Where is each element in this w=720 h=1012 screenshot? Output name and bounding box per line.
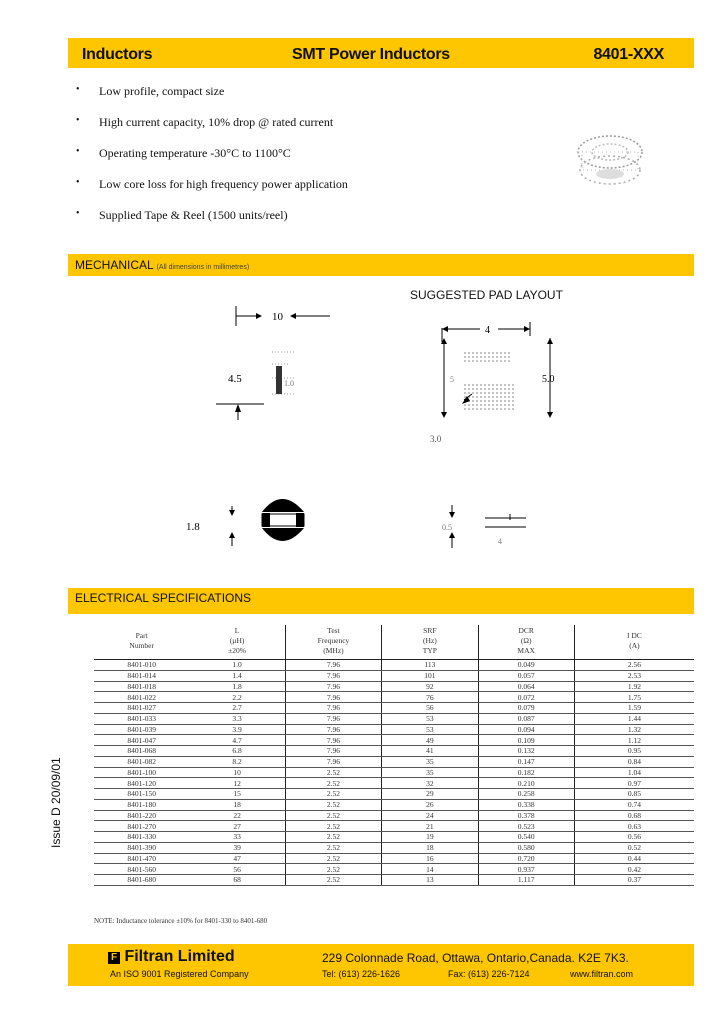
table-cell: 29 bbox=[382, 789, 478, 800]
table-cell: 8401-120 bbox=[94, 778, 189, 789]
table-row bbox=[94, 767, 694, 778]
feature-item: • Supplied Tape & Reel (1500 units/reel) bbox=[76, 208, 288, 222]
filtran-logo-icon: F bbox=[108, 952, 120, 964]
table-cell: 7.96 bbox=[285, 660, 381, 671]
table-cell: 0.42 bbox=[574, 864, 694, 875]
table-cell: 8401-022 bbox=[94, 692, 189, 703]
table-cell: 33 bbox=[189, 832, 285, 843]
table-cell: 8401-270 bbox=[94, 821, 189, 832]
dim-width-top: 10 bbox=[272, 311, 283, 323]
table-row bbox=[94, 703, 694, 714]
footer-band bbox=[68, 944, 694, 986]
company-name: F Filtran Limited bbox=[108, 948, 235, 966]
col-header-inductance: L (µH) ±20% bbox=[189, 625, 285, 660]
table-cell: 2.52 bbox=[285, 853, 381, 864]
table-cell: 1.117 bbox=[478, 875, 574, 886]
table-header-row bbox=[94, 625, 694, 660]
feature-item: • Low profile, compact size bbox=[76, 84, 225, 98]
table-cell: 0.087 bbox=[478, 713, 574, 724]
table-row bbox=[94, 853, 694, 864]
table-cell: 53 bbox=[382, 724, 478, 735]
table-cell: 8401-027 bbox=[94, 703, 189, 714]
table-cell: 10 bbox=[189, 767, 285, 778]
table-cell: 7.96 bbox=[285, 746, 381, 757]
table-cell: 0.74 bbox=[574, 799, 694, 810]
dim-height-left: 4.5 bbox=[228, 373, 242, 385]
table-cell: 0.52 bbox=[574, 842, 694, 853]
table-cell: 18 bbox=[189, 799, 285, 810]
table-cell: 22 bbox=[189, 810, 285, 821]
table-cell: 1.59 bbox=[574, 703, 694, 714]
table-cell: 8401-390 bbox=[94, 842, 189, 853]
table-cell: 1.12 bbox=[574, 735, 694, 746]
table-cell: 113 bbox=[382, 660, 478, 671]
table-cell: 0.094 bbox=[478, 724, 574, 735]
table-cell: 8401-082 bbox=[94, 756, 189, 767]
table-row bbox=[94, 692, 694, 703]
col-header-idc: I DC (A) bbox=[574, 625, 694, 660]
table-cell: 8401-330 bbox=[94, 832, 189, 843]
table-cell: 3.3 bbox=[189, 713, 285, 724]
table-cell: 24 bbox=[382, 810, 478, 821]
dim-pad-side: 5 bbox=[450, 375, 454, 384]
table-cell: 0.057 bbox=[478, 670, 574, 681]
header-band bbox=[68, 38, 694, 68]
table-cell: 0.37 bbox=[574, 875, 694, 886]
table-row bbox=[94, 746, 694, 757]
table-row bbox=[94, 842, 694, 853]
table-cell: 2.52 bbox=[285, 789, 381, 800]
feature-item: • Operating temperature -30°C to 1100°C bbox=[76, 146, 291, 160]
table-cell: 0.523 bbox=[478, 821, 574, 832]
table-cell: 7.96 bbox=[285, 692, 381, 703]
company-fax: Fax: (613) 226-7124 bbox=[448, 969, 530, 979]
table-cell: 0.079 bbox=[478, 703, 574, 714]
table-cell: 1.44 bbox=[574, 713, 694, 724]
table-cell: 8401-018 bbox=[94, 681, 189, 692]
table-cell: 0.68 bbox=[574, 810, 694, 821]
header-part-series: 8401-XXX bbox=[593, 46, 664, 63]
table-row bbox=[94, 821, 694, 832]
feature-item: • Low core loss for high frequency power application bbox=[76, 177, 348, 191]
table-row bbox=[94, 799, 694, 810]
table-cell: 1.92 bbox=[574, 681, 694, 692]
dim-pad-right: 5.0 bbox=[542, 374, 555, 385]
table-cell: 7.96 bbox=[285, 756, 381, 767]
issue-label: Issue D 20/09/01 bbox=[49, 757, 63, 848]
dim-pad-height: 1.0 bbox=[284, 379, 294, 388]
table-cell: 0.85 bbox=[574, 789, 694, 800]
table-cell: 8401-047 bbox=[94, 735, 189, 746]
col-header-part: Part Number bbox=[94, 625, 189, 660]
table-cell: 2.2 bbox=[189, 692, 285, 703]
header-category: Inductors bbox=[82, 46, 153, 63]
table-row bbox=[94, 778, 694, 789]
mechanical-title: MECHANICAL (All dimensions in millimetres) bbox=[75, 258, 250, 272]
table-cell: 1.4 bbox=[189, 670, 285, 681]
dim-side-left: 1.8 bbox=[186, 521, 200, 533]
table-cell: 56 bbox=[382, 703, 478, 714]
table-cell: 3.9 bbox=[189, 724, 285, 735]
table-cell: 0.182 bbox=[478, 767, 574, 778]
table-cell: 8401-014 bbox=[94, 670, 189, 681]
table-cell: 39 bbox=[189, 842, 285, 853]
table-cell: 0.56 bbox=[574, 832, 694, 843]
company-website-link[interactable]: www.filtran.com bbox=[570, 969, 634, 979]
table-cell: 0.580 bbox=[478, 842, 574, 853]
table-cell: 0.44 bbox=[574, 853, 694, 864]
table-cell: 53 bbox=[382, 713, 478, 724]
table-cell: 0.63 bbox=[574, 821, 694, 832]
table-cell: 0.132 bbox=[478, 746, 574, 757]
table-cell: 13 bbox=[382, 875, 478, 886]
table-cell: 27 bbox=[189, 821, 285, 832]
feature-item: • High current capacity, 10% drop @ rated current bbox=[76, 115, 334, 129]
col-header-test-frequency: Test Frequency (MHz) bbox=[285, 625, 381, 660]
table-cell: 2.52 bbox=[285, 864, 381, 875]
table-cell: 0.147 bbox=[478, 756, 574, 767]
table-cell: 2.52 bbox=[285, 799, 381, 810]
mechanical-drawings bbox=[180, 300, 600, 565]
table-cell: 8401-180 bbox=[94, 799, 189, 810]
table-cell: 2.52 bbox=[285, 832, 381, 843]
table-cell: 101 bbox=[382, 670, 478, 681]
table-cell: 0.97 bbox=[574, 778, 694, 789]
table-note: NOTE: Inductance tolerance ±10% for 8401-330 to 8401-680 bbox=[94, 917, 268, 925]
table-cell: 92 bbox=[382, 681, 478, 692]
table-cell: 0.84 bbox=[574, 756, 694, 767]
table-cell: 0.109 bbox=[478, 735, 574, 746]
table-cell: 7.96 bbox=[285, 670, 381, 681]
col-header-dcr: DCR (Ω) MAX bbox=[478, 625, 574, 660]
table-cell: 15 bbox=[189, 789, 285, 800]
table-cell: 26 bbox=[382, 799, 478, 810]
table-cell: 8401-033 bbox=[94, 713, 189, 724]
table-cell: 2.52 bbox=[285, 842, 381, 853]
table-cell: 12 bbox=[189, 778, 285, 789]
table-cell: 2.52 bbox=[285, 767, 381, 778]
dim-pad-bottom: 3.0 bbox=[430, 434, 442, 444]
table-cell: 8401-470 bbox=[94, 853, 189, 864]
table-cell: 2.7 bbox=[189, 703, 285, 714]
table-cell: 0.258 bbox=[478, 789, 574, 800]
table-cell: 2.53 bbox=[574, 670, 694, 681]
dim-side-pad: 0.5 bbox=[442, 523, 452, 532]
pad-layout-title: SUGGESTED PAD LAYOUT bbox=[410, 288, 563, 302]
table-cell: 18 bbox=[382, 842, 478, 853]
table-cell: 35 bbox=[382, 756, 478, 767]
table-cell: 8401-220 bbox=[94, 810, 189, 821]
table-cell: 76 bbox=[382, 692, 478, 703]
mechanical-note: (All dimensions in millimetres) bbox=[156, 264, 250, 271]
table-row bbox=[94, 810, 694, 821]
table-cell: 7.96 bbox=[285, 703, 381, 714]
table-cell: 49 bbox=[382, 735, 478, 746]
table-cell: 0.210 bbox=[478, 778, 574, 789]
feature-list bbox=[76, 84, 348, 239]
electrical-band bbox=[68, 588, 694, 614]
table-cell: 0.95 bbox=[574, 746, 694, 757]
electrical-spec-table bbox=[94, 625, 694, 886]
dim-pad-top: 4 bbox=[485, 325, 490, 336]
table-cell: 47 bbox=[189, 853, 285, 864]
table-cell: 1.04 bbox=[574, 767, 694, 778]
table-row bbox=[94, 864, 694, 875]
table-row bbox=[94, 670, 694, 681]
table-cell: 8401-039 bbox=[94, 724, 189, 735]
table-cell: 8401-068 bbox=[94, 746, 189, 757]
table-cell: 2.52 bbox=[285, 778, 381, 789]
table-cell: 2.52 bbox=[285, 821, 381, 832]
table-cell: 0.072 bbox=[478, 692, 574, 703]
table-cell: 6.8 bbox=[189, 746, 285, 757]
table-cell: 2.56 bbox=[574, 660, 694, 671]
table-row bbox=[94, 724, 694, 735]
table-cell: 7.96 bbox=[285, 713, 381, 724]
company-tel: Tel: (613) 226-1626 bbox=[322, 969, 401, 979]
table-cell: 7.96 bbox=[285, 735, 381, 746]
table-cell: 19 bbox=[382, 832, 478, 843]
table-row bbox=[94, 713, 694, 724]
table-cell: 41 bbox=[382, 746, 478, 757]
table-cell: 1.32 bbox=[574, 724, 694, 735]
table-cell: 4.7 bbox=[189, 735, 285, 746]
table-cell: 2.52 bbox=[285, 810, 381, 821]
table-row bbox=[94, 875, 694, 886]
mechanical-band bbox=[68, 254, 694, 276]
inductor-photo bbox=[570, 122, 650, 202]
table-row bbox=[94, 660, 694, 671]
table-cell: 8.2 bbox=[189, 756, 285, 767]
table-cell: 8401-010 bbox=[94, 660, 189, 671]
table-cell: 7.96 bbox=[285, 724, 381, 735]
table-row bbox=[94, 735, 694, 746]
table-cell: 0.720 bbox=[478, 853, 574, 864]
table-row bbox=[94, 681, 694, 692]
electrical-title: ELECTRICAL SPECIFICATIONS bbox=[75, 591, 252, 605]
table-cell: 2.52 bbox=[285, 875, 381, 886]
table-row bbox=[94, 789, 694, 800]
table-cell: 0.540 bbox=[478, 832, 574, 843]
table-cell: 0.064 bbox=[478, 681, 574, 692]
table-cell: 1.0 bbox=[189, 660, 285, 671]
table-cell: 8401-560 bbox=[94, 864, 189, 875]
header-title: SMT Power Inductors bbox=[292, 46, 450, 63]
table-cell: 1.8 bbox=[189, 681, 285, 692]
table-body bbox=[94, 660, 694, 886]
table-cell: 0.338 bbox=[478, 799, 574, 810]
company-tagline: An ISO 9001 Registered Company bbox=[110, 969, 249, 979]
col-header-srf: SRF (Hz) TYP bbox=[382, 625, 478, 660]
table-cell: 1.75 bbox=[574, 692, 694, 703]
table-cell: 8401-100 bbox=[94, 767, 189, 778]
table-row bbox=[94, 756, 694, 767]
table-cell: 56 bbox=[189, 864, 285, 875]
table-cell: 0.378 bbox=[478, 810, 574, 821]
table-cell: 14 bbox=[382, 864, 478, 875]
company-address: 229 Colonnade Road, Ottawa, Ontario,Canada. K2E 7K3. bbox=[322, 951, 629, 965]
table-cell: 16 bbox=[382, 853, 478, 864]
table-cell: 68 bbox=[189, 875, 285, 886]
table-row bbox=[94, 832, 694, 843]
table-cell: 32 bbox=[382, 778, 478, 789]
table-cell: 8401-680 bbox=[94, 875, 189, 886]
dim-side-right: 4 bbox=[498, 537, 502, 546]
table-cell: 0.937 bbox=[478, 864, 574, 875]
table-cell: 21 bbox=[382, 821, 478, 832]
table-cell: 8401-150 bbox=[94, 789, 189, 800]
table-cell: 35 bbox=[382, 767, 478, 778]
table-cell: 0.049 bbox=[478, 660, 574, 671]
table-cell: 7.96 bbox=[285, 681, 381, 692]
